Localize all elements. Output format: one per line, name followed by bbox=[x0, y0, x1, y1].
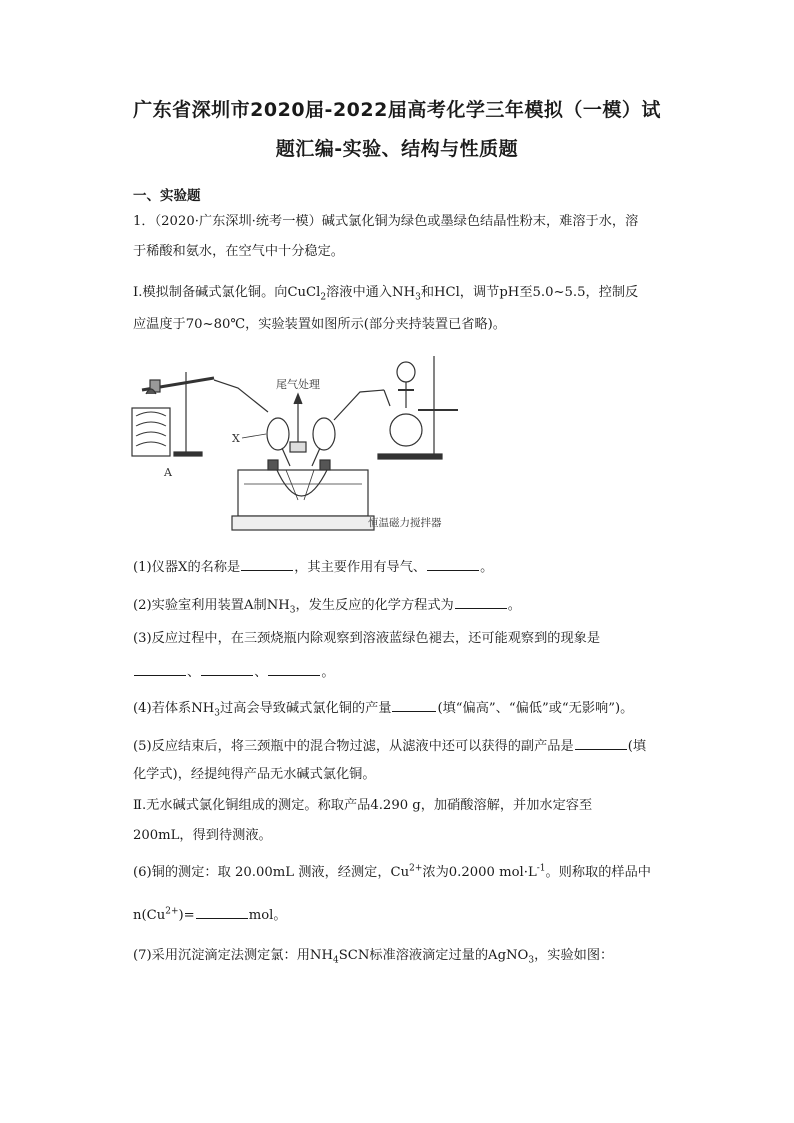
question-1-intro-line-1: 1．（2020·广东深圳·统考一模）碱式氯化铜为绿色或墨绿色结晶性粉末，难溶于水，溶 bbox=[133, 214, 639, 229]
subquestion-1 bbox=[133, 556, 663, 577]
part-1-text-b: 溶液中通入NH bbox=[326, 285, 416, 300]
subquestion-7: (7)采用沉淀滴定法测定氯：用$NH_4SCN$标准溶液滴定过量的AgNO$_3$，实验如图： bbox=[133, 948, 614, 966]
label-stirrer: 恒温磁力搅拌器 bbox=[368, 517, 442, 529]
subquestion-4-text-b: 过高会导致碱式氯化铜的产量 bbox=[220, 701, 392, 716]
subquestion-6-line-1: (6)铜的测定：取 20.00mL 测液，经测定，$Cu^{2+}$浓为0.2000 $mol\cdot L^{-1}$。则称取的样品中 bbox=[133, 863, 651, 880]
flask-neck-left bbox=[268, 460, 278, 470]
answer-blank[interactable] bbox=[455, 594, 507, 609]
burner-flame-lines bbox=[136, 412, 166, 446]
subquestion-6-line-2: $n(Cu^{2+})=$ mol。 bbox=[133, 904, 663, 925]
label-x-pointer bbox=[242, 434, 266, 438]
subquestion-2-text-b: ，发生反应的化学方程式为 bbox=[295, 598, 454, 613]
part-1-text-c: 和HCl，调节pH至5.0~5.5，控制反 bbox=[420, 285, 639, 300]
answer-blank[interactable] bbox=[575, 735, 627, 750]
subquestion-4-text-c: (填“偏高”、“偏低”或“无影响”)。 bbox=[437, 701, 634, 716]
connecting-tube-left bbox=[214, 380, 268, 412]
stand-base-right bbox=[378, 454, 442, 459]
subquestion-6-text-b: 浓为0.2000 mol·L bbox=[422, 865, 537, 880]
answer-blank[interactable] bbox=[196, 904, 248, 919]
part-1-line-1: Ⅰ.模拟制备碱式氯化铜。向CuCl$_2$溶液中通入$NH_3$和HCl，调节pH至5.0~5.5，控制反 bbox=[133, 285, 639, 303]
subquestion-3-line-2 bbox=[133, 661, 663, 682]
part-1-text-a: Ⅰ.模拟制备碱式氯化铜。向CuCl bbox=[133, 285, 321, 300]
subquestion-6-text-e: )= bbox=[178, 908, 195, 923]
subquestion-4-text-a: (4)若体系NH bbox=[133, 701, 215, 716]
subquestion-6-text-a: (6)铜的测定：取 20.00mL 测液，经测定，Cu bbox=[133, 865, 410, 880]
inner-tube-left bbox=[286, 470, 298, 500]
subquestion-5-line-1 bbox=[133, 735, 663, 756]
center-stopper bbox=[290, 442, 306, 452]
answer-blank[interactable] bbox=[201, 661, 253, 676]
label-tail-gas: 尾气处理 bbox=[276, 378, 320, 391]
answer-blank[interactable] bbox=[134, 661, 186, 676]
document-title-line-1: 广东省深圳市2020届-2022届高考化学三年模拟（一模）试 bbox=[133, 99, 661, 121]
subquestion-4: (4)若体系$NH_3$过高会导致碱式氯化铜的产量 (填“偏高”、“偏低”或“无影响”)。 bbox=[133, 697, 663, 718]
apparatus-figure bbox=[128, 350, 468, 536]
subquestion-7-text-b: SCN标准溶液滴定过量的AgNO bbox=[338, 948, 529, 963]
answer-blank[interactable] bbox=[392, 697, 436, 712]
part-1-line-2: 应温度于70~80℃，实验装置如图所示(部分夹持装置已省略)。 bbox=[133, 317, 506, 332]
subquestion-2-text-a: (2)实验室利用装置A制NH bbox=[133, 598, 290, 613]
subquestion-6-text-f: mol。 bbox=[248, 908, 287, 923]
subquestion-7-text-a: (7)采用沉淀滴定法测定氯：用NH bbox=[133, 948, 333, 963]
stand-base-a bbox=[174, 452, 202, 456]
subquestion-5-text-a: (5)反应结束后，将三颈瓶中的混合物过滤，从滤液中还可以获得的副产品是 bbox=[133, 739, 574, 754]
part-2-line-1: Ⅱ.无水碱式氯化铜组成的测定。称取产品4.290 g，加硝酸溶解，并加水定容至 bbox=[133, 798, 593, 813]
subquestion-5-line-2: 化学式)，经提纯得产品无水碱式氯化铜。 bbox=[133, 767, 376, 782]
drying-tube-stem bbox=[282, 448, 290, 466]
drying-tube-x bbox=[267, 418, 289, 450]
connecting-tube-right bbox=[334, 390, 384, 420]
subquestion-6-text-d: n(Cu bbox=[133, 908, 166, 923]
subquestion-5-text-b: (填 bbox=[627, 739, 647, 754]
subquestion-3-end: 。 bbox=[321, 665, 335, 680]
subquestion-2: (2)实验室利用装置A制$NH_3$，发生反应的化学方程式为 。 bbox=[133, 594, 663, 615]
inner-tube-right bbox=[304, 470, 314, 500]
subquestion-3-line-1: (3)反应过程中，在三颈烧瓶内除观察到溶液蓝绿色褪去，还可能观察到的现象是 bbox=[133, 631, 601, 646]
subquestion-3-separator: 、 bbox=[187, 665, 201, 680]
document-title-line-2: 题汇编-实验、结构与性质题 bbox=[275, 138, 519, 160]
right-side-tube bbox=[384, 390, 390, 406]
part-2-line-2: 200mL，得到待测液。 bbox=[133, 828, 272, 843]
subquestion-6-text-c: 。则称取的样品中 bbox=[545, 865, 651, 880]
label-x: X bbox=[232, 432, 240, 445]
subquestion-3-separator: 、 bbox=[254, 665, 268, 680]
subquestion-2-text-c: 。 bbox=[507, 598, 521, 613]
tail-gas-arrow bbox=[294, 394, 302, 404]
drying-tube-right-stem bbox=[312, 448, 320, 466]
label-a: A bbox=[164, 466, 172, 479]
magnetic-stirrer bbox=[232, 516, 374, 530]
drying-tube-right bbox=[313, 418, 335, 450]
subquestion-7-text-c: ，实验如图： bbox=[534, 948, 614, 963]
round-flask-right bbox=[390, 414, 422, 446]
section-heading: 一、实验题 bbox=[133, 188, 201, 204]
separatory-funnel bbox=[397, 362, 415, 382]
subquestion-1-text-c: 。 bbox=[480, 560, 494, 575]
subquestion-1-text-b: ，其主要作用有导气、 bbox=[294, 560, 427, 575]
subquestion-1-text-a: (1)仪器X的名称是 bbox=[133, 560, 241, 575]
three-neck-flask bbox=[276, 468, 328, 496]
flask-neck-right bbox=[320, 460, 330, 470]
answer-blank[interactable] bbox=[241, 556, 293, 571]
water-bath bbox=[238, 470, 368, 516]
answer-blank[interactable] bbox=[427, 556, 479, 571]
answer-blank[interactable] bbox=[268, 661, 320, 676]
question-1-intro-line-2: 于稀酸和氨水，在空气中十分稳定。 bbox=[133, 244, 344, 259]
